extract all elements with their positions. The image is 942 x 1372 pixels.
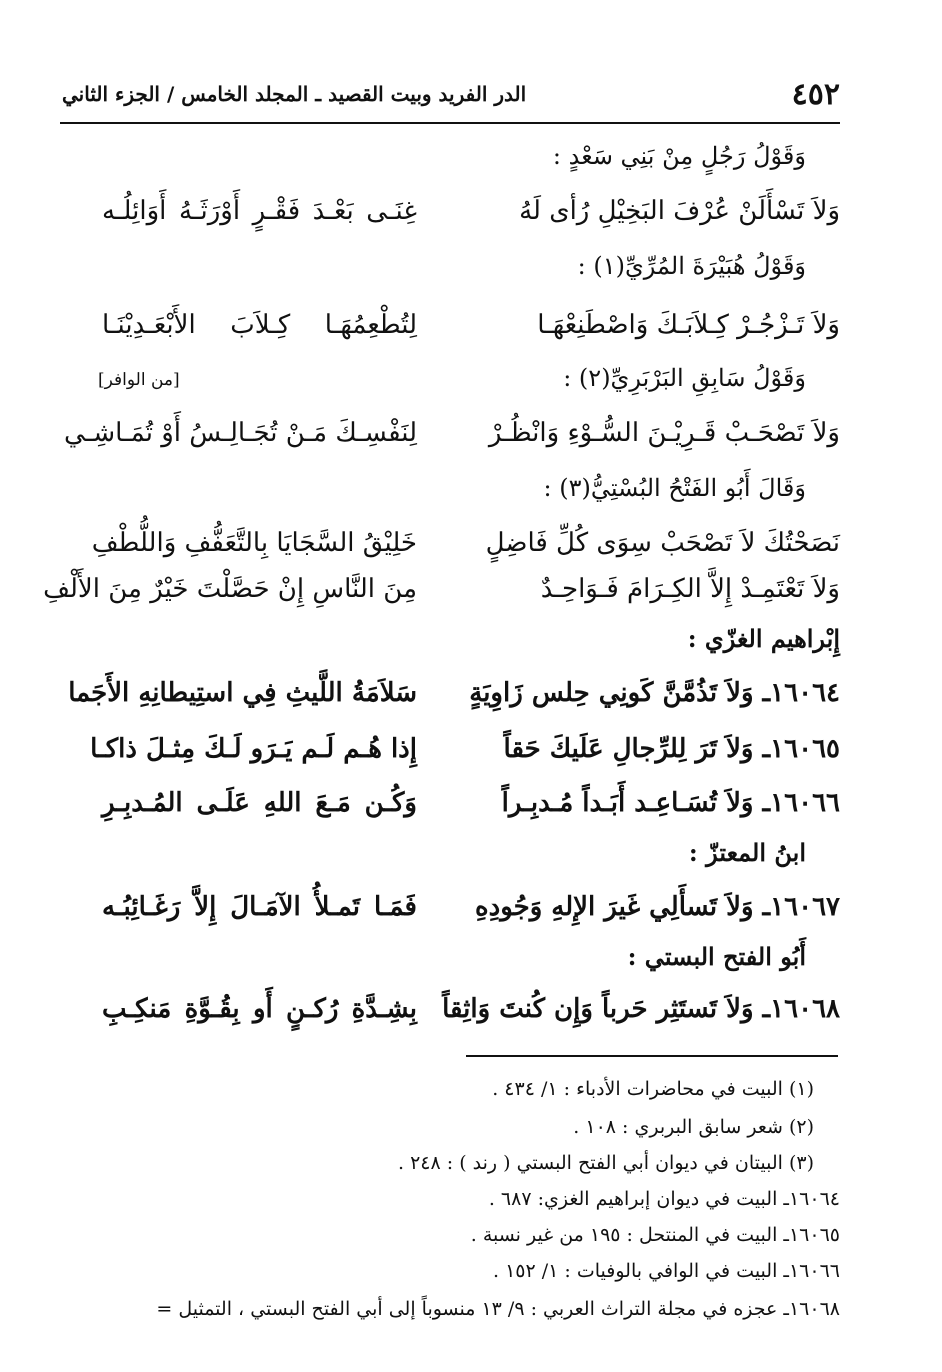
- footnote: ١٦٠٦٥ـ البيت في المنتحل : ١٩٥ من غير نسبة .: [470, 1224, 840, 1246]
- header-rule: [60, 122, 840, 124]
- verse-first-hemistich: وَلاَ تَعْتَمِـدْ إِلاَّ الكِـرَامَ فَـوَاحِـدٌ: [540, 574, 840, 604]
- verse-second-hemistich: إِذا هُـم لَـم يَـرَو لَـكَ مِثـلَ ذاكـا: [90, 734, 417, 764]
- intro-line: وَقَوْلُ رَجُلٍ مِنْ بَنِي سَعْدٍ :: [552, 142, 806, 170]
- meter-label: [من الوافر]: [98, 370, 180, 390]
- verse-second-hemistich: خَلِيْقُ السَّجَايَا بِالتَّعَفُّفِ وَاللُّطْفِ: [91, 528, 417, 558]
- footnote: (٣) البيتان في ديوان أبي الفتح البستي ( رند ) : ٢٤٨ .: [398, 1152, 814, 1174]
- running-title: الدر الفريد وبيت القصيد ـ المجلد الخامس / الجزء الثاني: [62, 82, 527, 106]
- poet-name: أَبُو الفتح البستي :: [627, 942, 806, 971]
- verse-second-hemistich: لِتُطْعِمُهَـا كِـلاَبَ الأَبْعَـدِيْنَـا: [102, 310, 417, 340]
- verse-first-hemistich: ١٦٠٦٤ـ وَلاَ تَذُمَّنَّ كَونِي حِلس زَاوِيَةٍ: [469, 678, 840, 708]
- page-header: [62, 72, 840, 116]
- verse-first-hemistich: ١٦٠٦٦ـ وَلاَ تُسَـاعِـد أَبَـداً مُـدبِـراً: [501, 788, 840, 818]
- footnote: (٢) شعر سابق البربري : ١٠٨ .: [573, 1116, 814, 1138]
- intro-line: وَقَوْلُ سَابِقِ البَرْبَرِيِّ(٢) :: [563, 364, 806, 392]
- footnote: ١٦٠٦٦ـ البيت في الوافي بالوفيات : ١/ ١٥٢ .: [493, 1260, 840, 1282]
- poet-name: ابنُ المعتزّ :: [688, 838, 806, 867]
- verse-second-hemistich: وَكُـن مَـعَ اللهِ عَلَـى المُـدبِـرِ: [102, 788, 417, 818]
- verse-first-hemistich: ١٦٠٦٥ـ وَلاَ تَرَ لِلرِّجالِ عَلَيكَ حَقاً: [503, 734, 840, 764]
- footnote: ١٦٠٦٤ـ البيت في ديوان إبراهيم الغزي: ٦٨٧ .: [488, 1188, 840, 1210]
- verse-second-hemistich: فَمَـا تَمـلأُ الآمَـالَ إِلاَّ رَغَـائِبُـه: [102, 892, 417, 922]
- verse-first-hemistich: وَلاَ تَصْحَـبْ قَـرِيْـنَ السُّـوْءِ وَانْظُـرْ: [488, 418, 840, 448]
- intro-line: وَقَوْلُ هُبَيْرَةَ المُرِّيِّ(١) :: [577, 252, 806, 280]
- intro-line: وَقَالَ أَبُو الفَتْحُ البُسْتِيُّ(٣) :: [543, 474, 806, 502]
- verse-second-hemistich: مِنَ النَّاسِ إِنْ حَصَّلْتَ خَيْرٌ مِنَ الأَلْفِ: [43, 574, 417, 604]
- verse-second-hemistich: لِنَفْسِـكَ مَـنْ تُجَـالِـسُ أَوْ تُمَـاشِـي: [64, 418, 417, 448]
- verse-first-hemistich: ١٦٠٦٧ـ وَلاَ تَسأَلِي غَيرَ الإِلهِ وَجُودِهِ: [475, 892, 840, 922]
- verse-second-hemistich: غِنَـى بَعْـدَ فَقْـرٍ أَوْرَثَـهُ أَوَائِلُـه: [102, 196, 417, 226]
- verse-first-hemistich: وَلاَ تَسْأَلَنْ عُرْفَ البَخِيْلِ رُأى لَهُ: [519, 196, 840, 226]
- page-number: ٤٥٢: [791, 76, 840, 112]
- footnote: ١٦٠٦٨ـ عجزه في مجلة التراث العربي : ٩/ ١٣ منسوباً إلى أبي الفتح البستي ، التمثيل =: [156, 1298, 840, 1320]
- verse-first-hemistich: وَلاَ تَـزْجُـرْ كِـلاَبَـكَ وَاصْطَنِعْهَـا: [537, 310, 840, 340]
- verse-first-hemistich: نَصَحْتُكَ لاَ تَصْحَبْ سِوَى كُلِّ فَاضِلٍ: [485, 528, 840, 558]
- verse-second-hemistich: سَلاَمَةُ اللَّيثِ فِي استِيطانِهِ الأَجَما: [68, 678, 417, 708]
- verse-second-hemistich: بِشِـدَّةِ رُكـنٍ أَو بِقُـوَّةِ مَنكِـبِ: [102, 994, 417, 1024]
- verse-first-hemistich: ١٦٠٦٨ـ وَلاَ تَستَثِر حَرباً وَإِن كُنتَ وَاثِقاً: [442, 994, 840, 1024]
- poet-name: إِبْراهيم الغزّي :: [687, 624, 840, 653]
- footnote: (١) البيت في محاضرات الأدباء : ١/ ٤٣٤ .: [492, 1078, 814, 1100]
- footnote-rule: [466, 1055, 838, 1057]
